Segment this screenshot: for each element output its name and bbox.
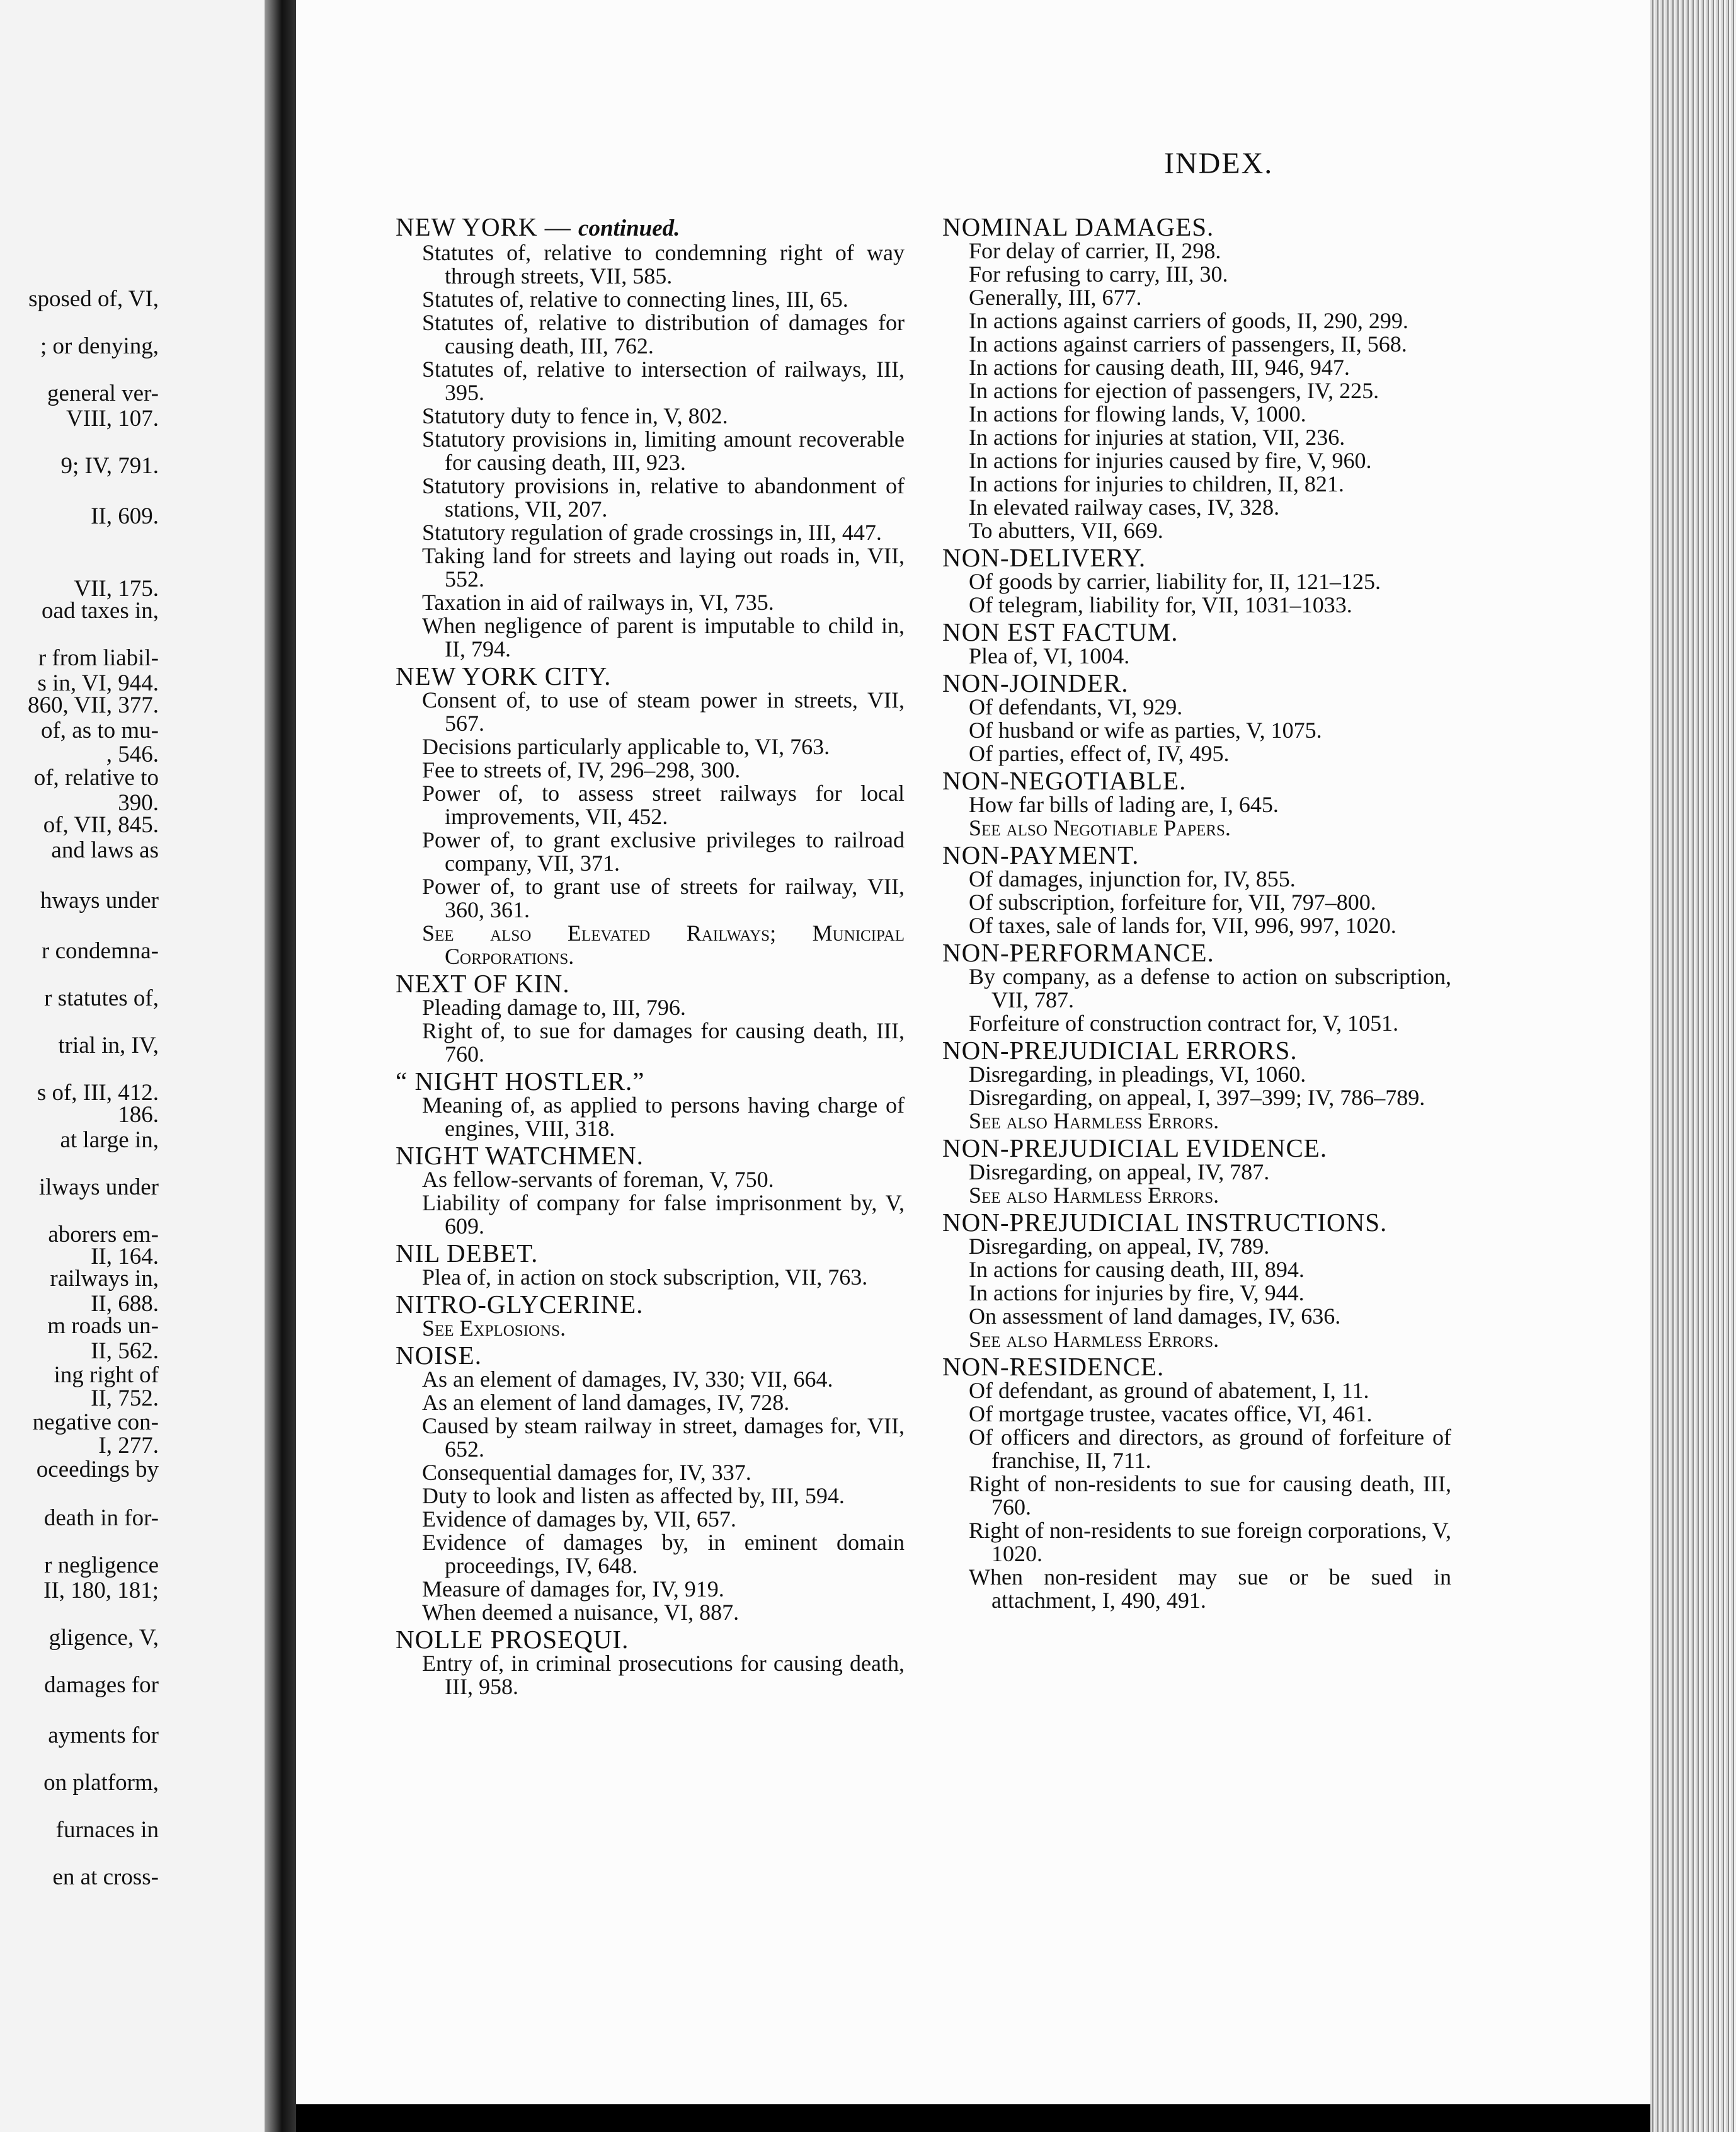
index-heading-text: NEW YORK CITY. bbox=[396, 662, 612, 691]
index-heading bbox=[396, 1292, 905, 1317]
index-entry bbox=[942, 619, 1451, 668]
index-subentry: Of husband or wife as parties, V, 1075. bbox=[969, 718, 1322, 743]
index-heading bbox=[396, 1241, 905, 1266]
previous-page-text-line: on platform, bbox=[43, 1770, 159, 1796]
index-heading-text: NOLLE PROSEQUI. bbox=[396, 1625, 629, 1654]
index-entry bbox=[942, 1354, 1451, 1612]
index-entry bbox=[396, 1627, 905, 1699]
index-heading bbox=[396, 1627, 905, 1652]
index-subentry: Entry of, in criminal prosecutions for causing death, III, 958. bbox=[422, 1651, 905, 1699]
index-subentry: Fee to streets of, IV, 296–298, 300. bbox=[422, 757, 741, 782]
index-heading-text: NON-JOINDER. bbox=[942, 668, 1129, 697]
index-subentry: How far bills of lading are, I, 645. bbox=[969, 792, 1279, 817]
scan-border bbox=[296, 2104, 1650, 2132]
previous-page-text-line: m roads un- bbox=[47, 1313, 159, 1339]
index-heading-text: NON-PREJUDICIAL ERRORS. bbox=[942, 1036, 1298, 1065]
index-heading-text: NOISE. bbox=[396, 1341, 482, 1370]
index-subentry: Consent of, to use of steam power in streets, VII, 567. bbox=[422, 687, 905, 736]
index-heading bbox=[396, 214, 905, 241]
index-entry bbox=[942, 842, 1451, 937]
index-heading bbox=[396, 1343, 905, 1368]
previous-page-text-line: ; or denying, bbox=[40, 333, 159, 359]
index-subentry: When deemed a nuisance, VI, 887. bbox=[422, 1600, 740, 1625]
index-subentry: When negligence of parent is imputable to child in, II, 794. bbox=[422, 613, 905, 662]
index-heading bbox=[942, 768, 1451, 793]
index-heading-text: NON-PAYMENT. bbox=[942, 840, 1139, 869]
index-subentry: In actions for causing death, III, 894. bbox=[969, 1257, 1305, 1282]
index-subentry: As an element of land damages, IV, 728. bbox=[422, 1390, 790, 1415]
index-heading-text: NEXT OF KIN. bbox=[396, 969, 570, 998]
index-subentry: See also Harmless Errors. bbox=[969, 1108, 1219, 1133]
previous-page-text-line: s in, VI, 944. bbox=[37, 670, 159, 696]
index-heading bbox=[942, 214, 1451, 239]
index-subentry: Plea of, in action on stock subscription, VII, 763. bbox=[422, 1264, 868, 1290]
index-subentry: On assessment of land damages, IV, 636. bbox=[969, 1304, 1341, 1329]
previous-page-text-line: en at cross- bbox=[52, 1864, 159, 1890]
previous-page-text-line: 860, VII, 377. bbox=[28, 692, 159, 718]
index-subentry: Taxation in aid of railways in, VI, 735. bbox=[422, 590, 774, 615]
index-subentry: Statutory regulation of grade crossings in, III, 447. bbox=[422, 520, 882, 545]
index-heading bbox=[942, 545, 1451, 570]
previous-page-text-line: ilways under bbox=[38, 1174, 159, 1200]
previous-page-text-line: trial in, IV, bbox=[58, 1033, 159, 1058]
previous-page-text-line: aborers em- bbox=[48, 1222, 159, 1247]
index-subentry: In actions against carriers of passengers, II, 568. bbox=[969, 331, 1407, 357]
previous-page-text-line: r condemna- bbox=[42, 938, 159, 964]
index-heading bbox=[396, 663, 905, 689]
index-subentry: Power of, to grant exclusive privileges to railroad company, VII, 371. bbox=[422, 827, 905, 876]
previous-page-text-line: death in for- bbox=[43, 1505, 159, 1531]
index-subentry: Of goods by carrier, liability for, II, 121–125. bbox=[969, 569, 1381, 594]
previous-page-text-line: negative con- bbox=[32, 1409, 159, 1435]
index-subentry: Statutory provisions in, limiting amount recoverable for causing death, III, 923. bbox=[422, 427, 905, 475]
index-subentry: Statutory provisions in, relative to abandonment of stations, VII, 207. bbox=[422, 473, 905, 522]
index-heading bbox=[942, 1354, 1451, 1379]
previous-page-text-line: II, 609. bbox=[91, 503, 159, 529]
index-heading-text: NON-PERFORMANCE. bbox=[942, 938, 1214, 967]
index-subentry: Meaning of, as applied to persons having charge of engines, VIII, 318. bbox=[422, 1092, 905, 1141]
index-subentry: When non-resident may sue or be sued in attachment, I, 490, 491. bbox=[969, 1564, 1451, 1613]
previous-page-text-line: of, relative to bbox=[33, 765, 159, 791]
index-subentry: As an element of damages, IV, 330; VII, 664. bbox=[422, 1367, 833, 1392]
index-subentry: See Explosions. bbox=[422, 1315, 566, 1341]
previous-page-text-line: r from liabil- bbox=[38, 645, 159, 671]
index-subentry: Evidence of damages by, VII, 657. bbox=[422, 1506, 736, 1532]
index-subentry: Statutory duty to fence in, V, 802. bbox=[422, 403, 728, 428]
index-subentry: In actions for causing death, III, 946, 947. bbox=[969, 355, 1350, 380]
index-subentry: For delay of carrier, II, 298. bbox=[969, 238, 1221, 263]
index-subentry: Forfeiture of construction contract for, V, 1051. bbox=[969, 1011, 1399, 1036]
previous-page-text-line: s of, III, 412. bbox=[37, 1080, 159, 1106]
index-subentry: In actions for injuries at station, VII, 236. bbox=[969, 425, 1345, 450]
index-entry bbox=[396, 663, 905, 968]
index-subentry: As fellow-servants of foreman, V, 750. bbox=[422, 1167, 774, 1192]
previous-page-text-line: ing right of bbox=[54, 1362, 159, 1388]
index-heading bbox=[396, 971, 905, 996]
index-subentry: In actions for ejection of passengers, IV, 225. bbox=[969, 378, 1379, 403]
index-entry bbox=[942, 214, 1451, 542]
previous-page-text-line: ayments for bbox=[48, 1722, 159, 1748]
index-heading-text: NOMINAL DAMAGES. bbox=[942, 212, 1214, 241]
index-subentry: In actions for injuries by fire, V, 944. bbox=[969, 1280, 1305, 1305]
previous-page-text-line: of, as to mu- bbox=[40, 718, 159, 743]
index-column-right bbox=[942, 214, 1451, 1615]
index-subentry: Duty to look and listen as affected by, III, 594. bbox=[422, 1483, 845, 1508]
index-subentry: Statutes of, relative to condemning right of way through streets, VII, 585. bbox=[422, 240, 905, 289]
previous-page-text-line: II, 562. bbox=[91, 1338, 159, 1364]
index-heading bbox=[942, 1135, 1451, 1161]
index-subentry: In actions for flowing lands, V, 1000. bbox=[969, 401, 1306, 427]
index-heading-text: NON-PREJUDICIAL INSTRUCTIONS. bbox=[942, 1208, 1388, 1237]
index-heading-text: NON-DELIVERY. bbox=[942, 543, 1146, 572]
index-heading-text: NEW YORK — bbox=[396, 212, 571, 241]
index-heading bbox=[942, 1210, 1451, 1235]
index-entry bbox=[396, 1343, 905, 1624]
index-subentry: Caused by steam railway in street, damages for, VII, 652. bbox=[422, 1413, 905, 1462]
previous-page-text-line: II, 180, 181; bbox=[43, 1578, 159, 1603]
index-heading bbox=[942, 619, 1451, 645]
index-subentry: Statutes of, relative to connecting lines, III, 65. bbox=[422, 287, 848, 312]
index-heading bbox=[942, 842, 1451, 868]
index-heading-text: NON-NEGOTIABLE. bbox=[942, 766, 1187, 795]
previous-page-text-line: gligence, V, bbox=[49, 1625, 159, 1651]
index-entry bbox=[942, 1038, 1451, 1133]
index-heading-text: NIGHT WATCHMEN. bbox=[396, 1141, 644, 1170]
previous-page-text-line: r statutes of, bbox=[44, 985, 159, 1011]
index-subentry: For refusing to carry, III, 30. bbox=[969, 261, 1228, 287]
previous-page-text-line: 9; IV, 791. bbox=[60, 453, 159, 479]
index-entry bbox=[942, 768, 1451, 840]
index-subentry: Evidence of damages by, in eminent domain proceedings, IV, 648. bbox=[422, 1530, 905, 1578]
previous-page-text-line: I, 277. bbox=[98, 1433, 159, 1459]
index-subentry: Decisions particularly applicable to, VI, 763. bbox=[422, 734, 830, 759]
previous-page-text-line: r negligence bbox=[44, 1552, 159, 1578]
index-heading-text: NON-PREJUDICIAL EVIDENCE. bbox=[942, 1133, 1328, 1162]
index-subentry: Of defendant, as ground of abatement, I, 11. bbox=[969, 1378, 1369, 1403]
index-subentry: See also Harmless Errors. bbox=[969, 1327, 1219, 1352]
index-subentry: Pleading damage to, III, 796. bbox=[422, 995, 686, 1020]
previous-page-text-line: sposed of, VI, bbox=[28, 286, 159, 312]
index-entry bbox=[396, 971, 905, 1066]
index-heading-text: NON EST FACTUM. bbox=[942, 617, 1179, 646]
index-entry bbox=[396, 1069, 905, 1140]
index-entry bbox=[942, 545, 1451, 617]
continued-note: continued. bbox=[578, 215, 680, 241]
index-heading-text: NON-RESIDENCE. bbox=[942, 1352, 1165, 1381]
index-subentry: Power of, to assess street railways for local improvements, VII, 452. bbox=[422, 781, 905, 829]
index-entry bbox=[942, 670, 1451, 765]
index-subentry: Of parties, effect of, IV, 495. bbox=[969, 741, 1230, 766]
index-heading-text: NITRO-GLYCERINE. bbox=[396, 1290, 644, 1319]
previous-page-text-line: hways under bbox=[40, 888, 159, 914]
index-entry bbox=[942, 940, 1451, 1035]
index-subentry: Statutes of, relative to intersection of railways, III, 395. bbox=[422, 357, 905, 405]
index-heading bbox=[942, 670, 1451, 696]
index-subentry: Measure of damages for, IV, 919. bbox=[422, 1576, 724, 1602]
index-subentry: Disregarding, in pleadings, VI, 1060. bbox=[969, 1062, 1306, 1087]
index-heading bbox=[396, 1143, 905, 1168]
index-subentry: Statutes of, relative to distribution of damages for causing death, III, 762. bbox=[422, 310, 905, 358]
previous-page-text-line: at large in, bbox=[60, 1127, 159, 1153]
index-entry bbox=[396, 1292, 905, 1340]
previous-page-text-line: VIII, 107. bbox=[66, 406, 159, 432]
previous-page-text-line: 390. bbox=[118, 790, 159, 816]
index-subentry: To abutters, VII, 669. bbox=[969, 518, 1163, 543]
index-subentry: Of taxes, sale of lands for, VII, 996, 997, 1020. bbox=[969, 913, 1396, 938]
previous-page-text-line: oceedings by bbox=[36, 1457, 159, 1482]
index-heading-text: NIL DEBET. bbox=[396, 1239, 539, 1268]
index-subentry: In actions for injuries caused by fire, V, 960. bbox=[969, 448, 1372, 473]
index-subentry: See also Harmless Errors. bbox=[969, 1183, 1219, 1208]
index-heading bbox=[942, 1038, 1451, 1063]
index-heading bbox=[396, 1069, 905, 1094]
index-subentry: In actions for injuries to children, II, 821. bbox=[969, 471, 1344, 496]
book-gutter bbox=[265, 0, 296, 2132]
previous-page-edge bbox=[0, 0, 265, 2132]
index-entry bbox=[396, 1241, 905, 1289]
previous-page-text-line: VII, 175. bbox=[74, 576, 159, 602]
index-entry bbox=[396, 214, 905, 661]
page-edges bbox=[1650, 0, 1736, 2132]
index-subentry: Taking land for streets and laying out roads in, VII, 552. bbox=[422, 543, 905, 592]
previous-page-text-line: II, 688. bbox=[91, 1291, 159, 1317]
previous-page-text-line: and laws as bbox=[51, 837, 159, 863]
index-subentry: Of mortgage trustee, vacates office, VI, 461. bbox=[969, 1401, 1373, 1426]
index-entry bbox=[942, 1135, 1451, 1207]
index-subentry: Disregarding, on appeal, I, 397–399; IV, 786–789. bbox=[969, 1085, 1425, 1110]
index-subentry: By company, as a defense to action on subscription, VII, 787. bbox=[969, 964, 1451, 1012]
previous-page-text-line: , 546. bbox=[106, 742, 159, 767]
previous-page-text-line: II, 164. bbox=[91, 1244, 159, 1269]
index-subentry: Liability of company for false imprisonment by, V, 609. bbox=[422, 1190, 905, 1239]
index-column-left bbox=[396, 214, 905, 1701]
previous-page-text-line: of, VII, 845. bbox=[43, 812, 159, 838]
index-heading bbox=[942, 940, 1451, 965]
index-subentry: Of telegram, liability for, VII, 1031–1033. bbox=[969, 592, 1352, 617]
index-subentry: Disregarding, on appeal, IV, 789. bbox=[969, 1234, 1270, 1259]
running-head: INDEX. bbox=[1164, 147, 1274, 180]
index-subentry: Right of, to sue for damages for causing death, III, 760. bbox=[422, 1018, 905, 1067]
index-entry bbox=[396, 1143, 905, 1238]
previous-page-text-line: furnaces in bbox=[55, 1817, 159, 1843]
previous-page-text-line: oad taxes in, bbox=[42, 598, 159, 624]
index-subentry: Disregarding, on appeal, IV, 787. bbox=[969, 1159, 1270, 1184]
previous-page-text-line: damages for bbox=[44, 1672, 159, 1698]
index-subentry: In elevated railway cases, IV, 328. bbox=[969, 495, 1280, 520]
index-subentry: Power of, to grant use of streets for railway, VII, 360, 361. bbox=[422, 874, 905, 922]
index-subentry: In actions against carriers of goods, II, 290, 299. bbox=[969, 308, 1408, 333]
index-heading-text: “ NIGHT HOSTLER.” bbox=[396, 1067, 645, 1096]
previous-page-text-line: general ver- bbox=[47, 381, 159, 406]
index-subentry: See also Elevated Railways; Municipal Corporations. bbox=[422, 920, 905, 969]
previous-page-text-line: railways in, bbox=[50, 1266, 159, 1292]
index-subentry: Consequential damages for, IV, 337. bbox=[422, 1460, 751, 1485]
index-subentry: Of officers and directors, as ground of forfeiture of franchise, II, 711. bbox=[969, 1424, 1451, 1473]
index-subentry: See also Negotiable Papers. bbox=[969, 815, 1231, 840]
index-subentry: Generally, III, 677. bbox=[969, 285, 1142, 310]
index-subentry: Of defendants, VI, 929. bbox=[969, 694, 1183, 719]
previous-page-text-line: 186. bbox=[118, 1102, 159, 1128]
index-subentry: Right of non-residents to sue for causing death, III, 760. bbox=[969, 1471, 1451, 1520]
index-subentry: Plea of, VI, 1004. bbox=[969, 643, 1130, 668]
index-entry bbox=[942, 1210, 1451, 1351]
index-subentry: Right of non-residents to sue foreign corporations, V, 1020. bbox=[969, 1518, 1451, 1566]
previous-page-text-line: II, 752. bbox=[91, 1385, 159, 1411]
index-subentry: Of subscription, forfeiture for, VII, 797–800. bbox=[969, 890, 1376, 915]
index-subentry: Of damages, injunction for, IV, 855. bbox=[969, 866, 1296, 891]
